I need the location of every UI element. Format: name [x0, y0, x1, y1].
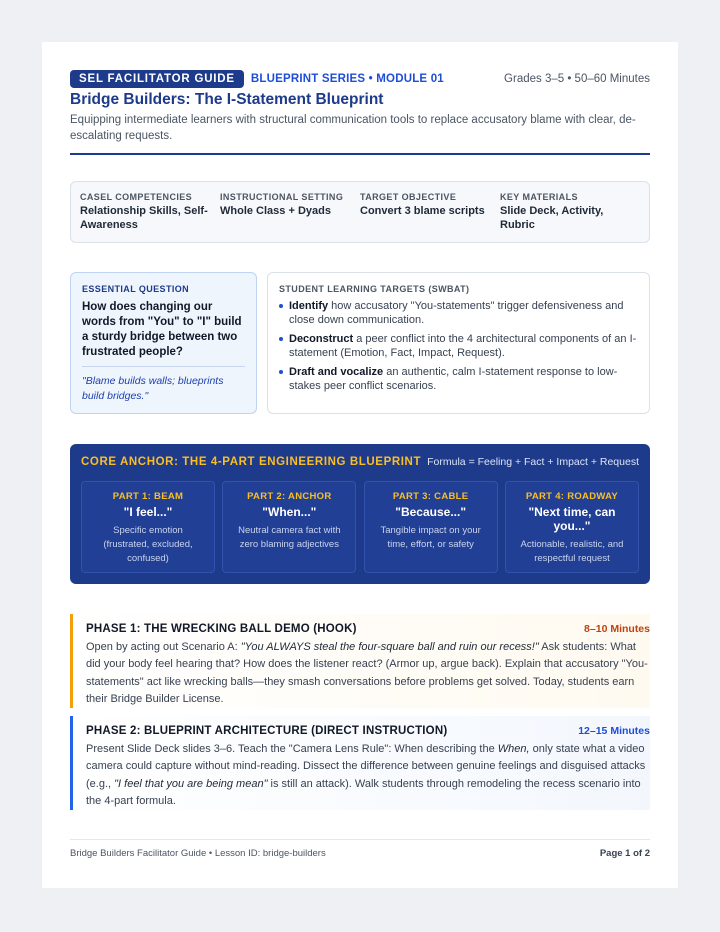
part-description: Tangible impact on your time, effort, or safety	[380, 525, 481, 550]
list-item	[279, 365, 638, 394]
part-label: PART 3: CABLE	[392, 491, 469, 502]
grades-duration: Grades 3–5 • 50–60 Minutes	[504, 73, 650, 85]
part-label: PART 1: BEAM	[112, 491, 184, 502]
part-description: Specific emotion (frustrated, excluded, confused)	[103, 525, 193, 564]
phase-time: 12–15 Minutes	[578, 724, 650, 737]
page-content	[70, 70, 650, 859]
footer-lesson-id: Bridge Builders Facilitator Guide • Lesson ID: bridge-builders	[70, 848, 326, 859]
part-label: PART 4: ROADWAY	[525, 491, 619, 502]
essential-question-label: ESSENTIAL QUESTION	[82, 284, 190, 294]
essential-quote: "Blame builds walls; blueprints build bridges."	[82, 375, 224, 402]
part-card-roadway	[505, 481, 639, 573]
meta-casel	[80, 192, 220, 232]
meta-value: Relationship Skills, Self-Awareness	[80, 205, 208, 231]
part-card-cable	[364, 481, 498, 573]
page-title: Bridge Builders: The I-Statement Blueprint	[70, 91, 384, 108]
list-item	[279, 299, 638, 328]
phase-1-section	[70, 614, 650, 708]
target-verb: Deconstruct	[289, 333, 354, 346]
part-stem: "Because..."	[395, 505, 467, 519]
target-text: a peer conflict into the 4 architectural components of an I-statement (Emotion, Fact, Impact, Request).	[289, 333, 637, 360]
anchor-header	[81, 455, 639, 469]
meta-setting	[220, 192, 360, 232]
learning-targets-label: STUDENT LEARNING TARGETS (SWBAT)	[279, 284, 470, 294]
phase-2-section	[70, 716, 650, 810]
anchor-formula: Formula = Feeling + Fact + Impact + Request	[427, 456, 639, 468]
guide-badge: SEL FACILITATOR GUIDE	[70, 70, 244, 88]
meta-label: KEY MATERIALS	[500, 192, 578, 202]
phase-text: Ask students: What did your body feel hearing that? How does the listener react? (Armor up, argue back). Explain that accusatory "You-statements" act like wrecking balls—they smash conversations before problems get solved. Today, students earn their Bridge Builder License.	[86, 641, 648, 705]
core-anchor-panel	[70, 444, 650, 584]
meta-value: Whole Class + Dyads	[220, 205, 331, 217]
essential-question-card	[70, 272, 257, 414]
document-page	[42, 42, 678, 888]
meta-materials	[500, 192, 640, 232]
meta-value: Convert 3 blame scripts	[360, 205, 485, 217]
page-subtitle: Equipping intermediate learners with structural communication tools to replace accusatory blame with clear, de-escalating requests.	[70, 114, 636, 142]
part-description: Actionable, realistic, and respectful request	[520, 539, 624, 564]
phase-body	[86, 639, 650, 708]
phase-body	[86, 741, 650, 810]
page-footer	[70, 848, 650, 859]
part-card-anchor	[222, 481, 356, 573]
target-verb: Draft and vocalize	[289, 366, 384, 379]
phase-header	[86, 621, 650, 636]
part-stem: "Next time, can you..."	[528, 505, 616, 533]
phase-text: is still an attack). Walk students through remodeling the recess scenario into the 4-part formula.	[86, 777, 641, 807]
meta-panel	[70, 181, 650, 243]
phase-title: PHASE 1: THE WRECKING BALL DEMO (HOOK)	[86, 622, 357, 635]
target-verb: Identify	[289, 300, 329, 312]
list-item	[279, 332, 638, 361]
essential-divider	[82, 366, 245, 367]
target-text: an authentic, calm I-statement response to low-stakes peer conflict scenarios.	[289, 366, 618, 393]
part-description: Neutral camera fact with zero blaming adjectives	[238, 525, 341, 550]
phase-text: Open by acting out Scenario A:	[86, 641, 241, 653]
learning-targets-card	[267, 272, 650, 414]
phase-time: 8–10 Minutes	[584, 622, 650, 635]
page-number: Page 1 of 2	[599, 848, 650, 859]
header-row	[70, 70, 650, 88]
phase-quote: When,	[497, 743, 530, 755]
learning-targets-list	[279, 299, 638, 394]
meta-label: TARGET OBJECTIVE	[360, 192, 457, 202]
footer-divider	[70, 839, 650, 840]
phase-quote: "I feel that you are being mean"	[114, 777, 268, 790]
part-card-beam	[81, 481, 215, 573]
phase-header	[86, 723, 650, 738]
phase-text: Present Slide Deck slides 3–6. Teach the "Camera Lens Rule": When describing the	[86, 743, 498, 755]
phase-quote: "You ALWAYS steal the four-square ball and ruin our recess!"	[240, 641, 539, 653]
anchor-title: CORE ANCHOR: THE 4-PART ENGINEERING BLUEPRINT	[81, 456, 422, 468]
meta-objective	[360, 192, 500, 232]
essential-question-text: How does changing our words from "You" to "I" build a sturdy bridge between two frustrated people?	[82, 301, 242, 358]
series-label: BLUEPRINT SERIES • MODULE 01	[250, 73, 444, 85]
part-stem: "I feel..."	[123, 505, 173, 519]
header-divider	[70, 153, 650, 155]
meta-value: Slide Deck, Activity, Rubric	[500, 205, 604, 231]
phase-text: only state what a video camera could capture without mind-reading. Dissect the difference between genuine feelings and disguised attacks (e.g.,	[86, 743, 646, 790]
part-label: PART 2: ANCHOR	[247, 491, 332, 502]
phase-title: PHASE 2: BLUEPRINT ARCHITECTURE (DIRECT INSTRUCTION)	[86, 724, 448, 737]
meta-label: INSTRUCTIONAL SETTING	[220, 192, 344, 202]
part-stem: "When..."	[262, 505, 317, 519]
meta-label: CASEL COMPETENCIES	[80, 192, 193, 202]
anchor-parts	[81, 481, 639, 573]
target-text: how accusatory "You-statements" trigger defensiveness and close down communication.	[289, 300, 624, 327]
